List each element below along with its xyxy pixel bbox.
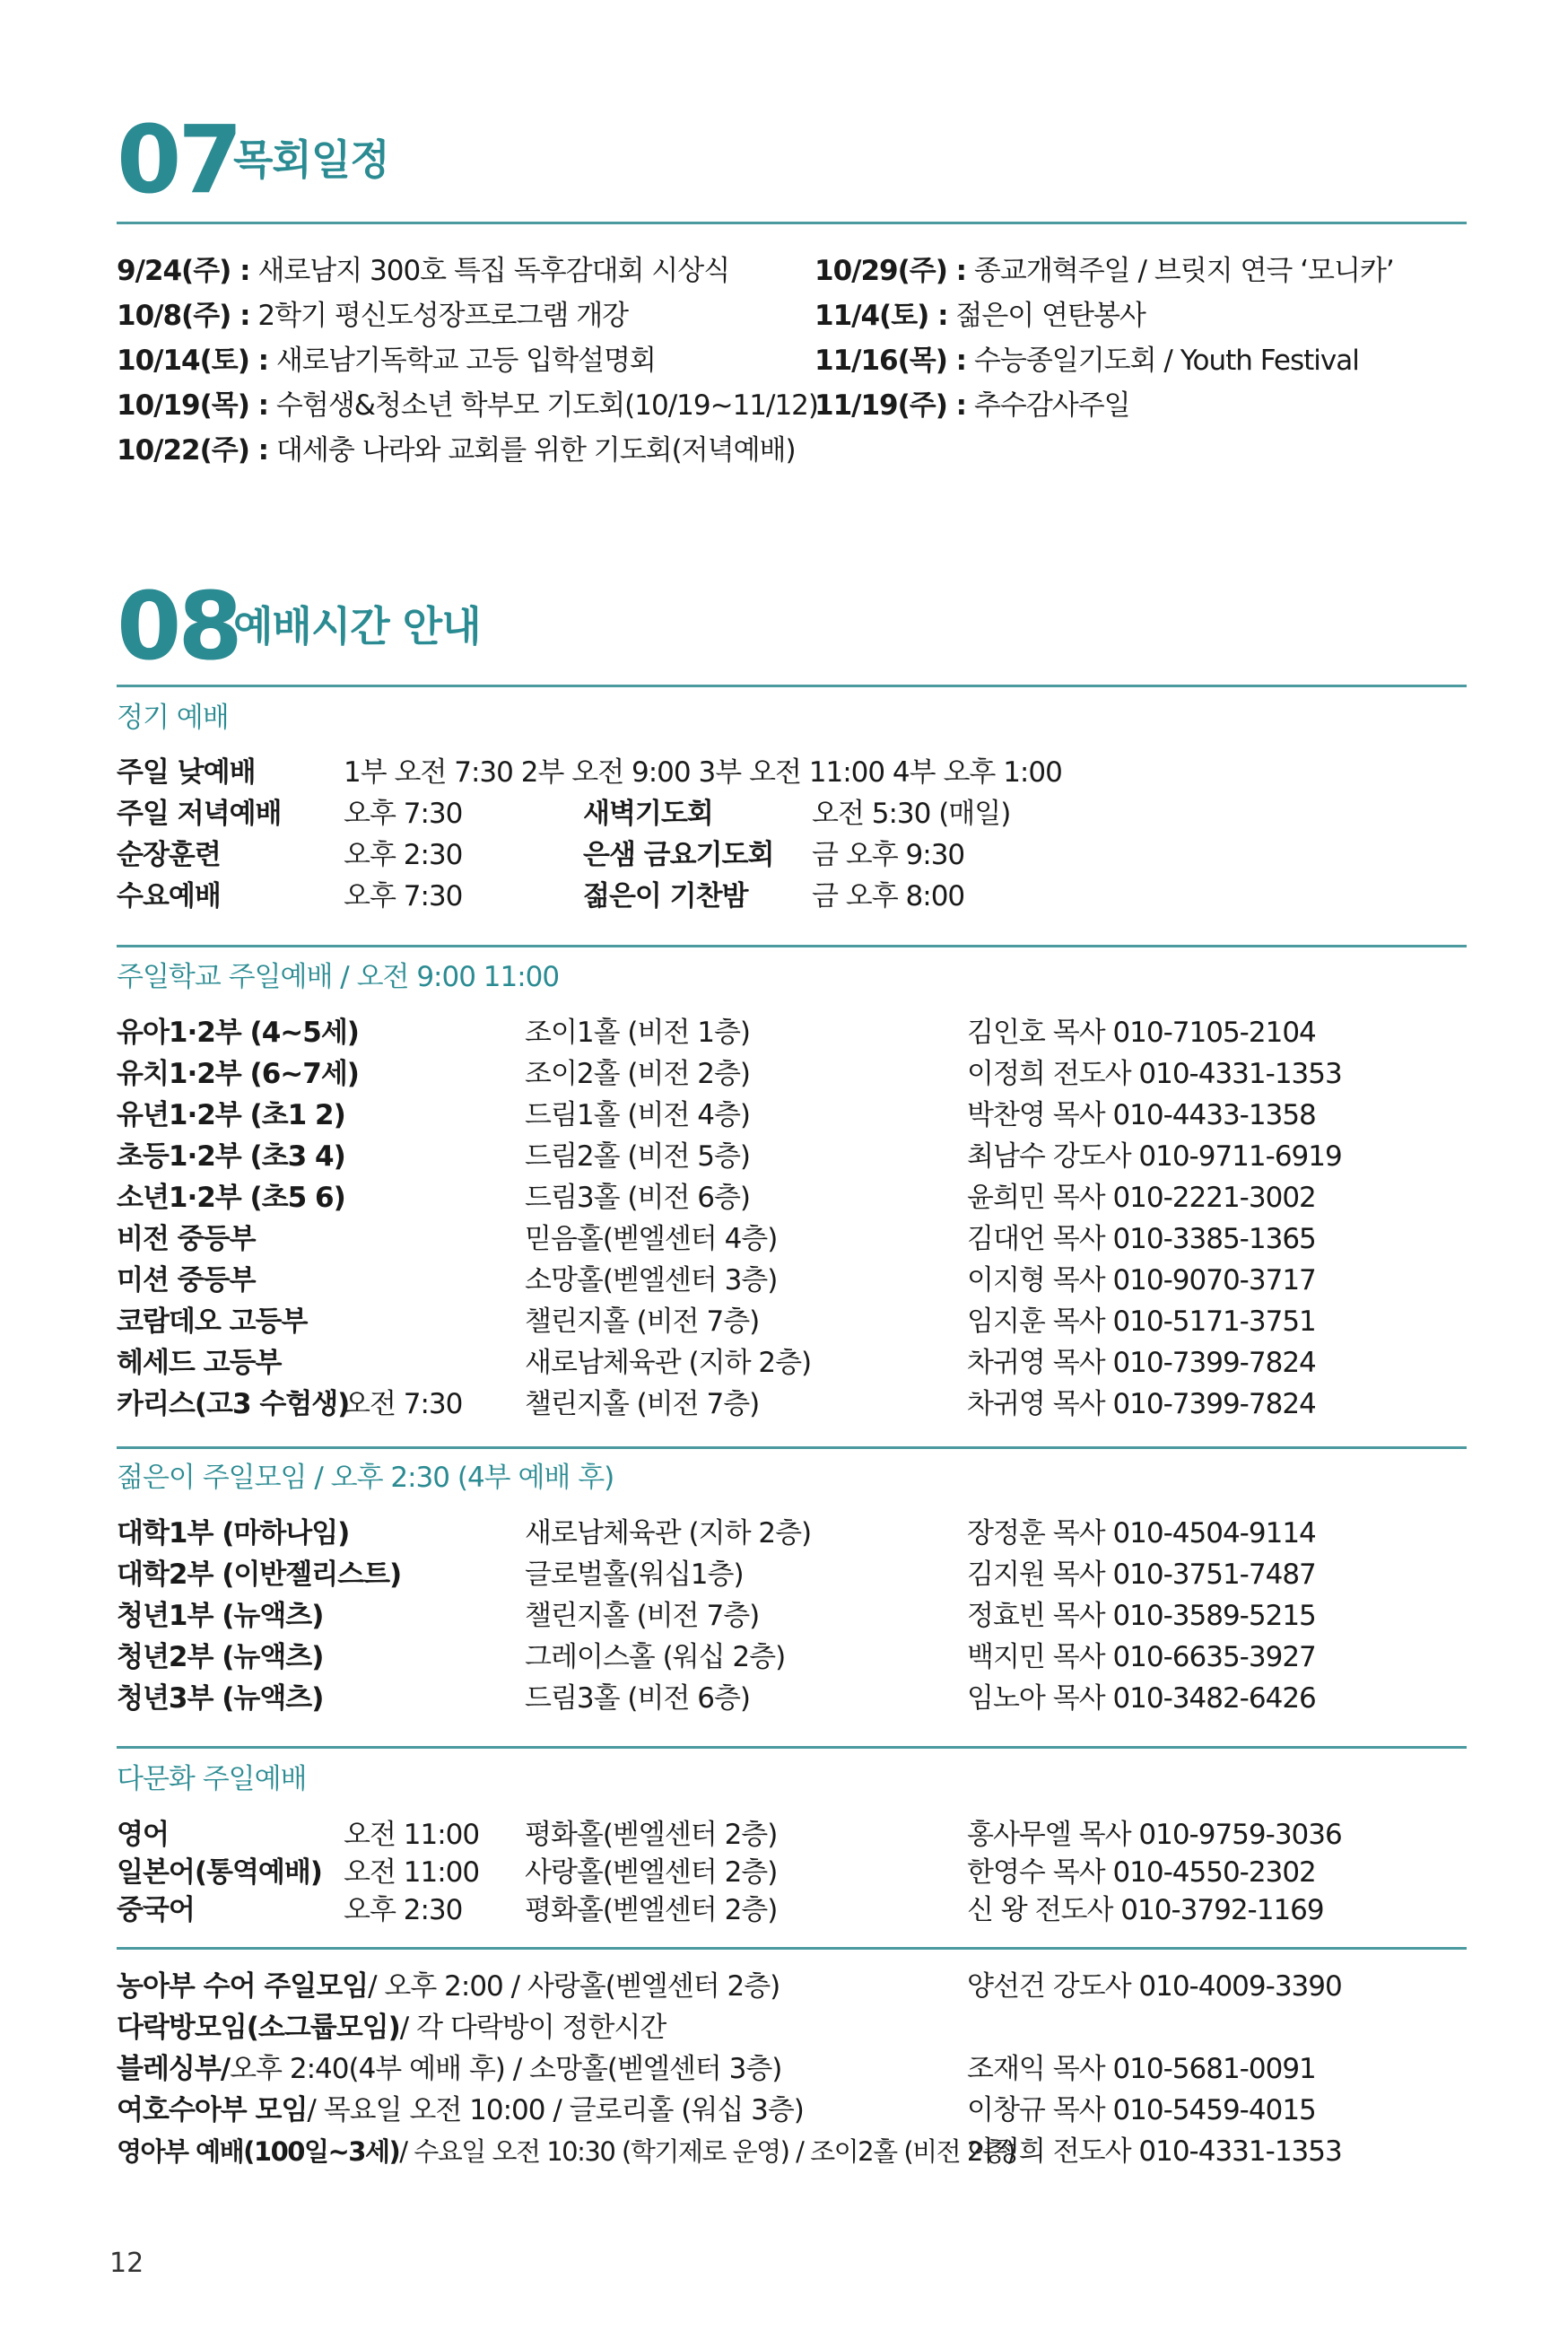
regular-service-row: 수요예배 오후 7:30 젊은이 기찬밤 금 오후 8:00 — [117, 880, 965, 912]
section-divider — [117, 685, 1467, 687]
section-divider — [117, 945, 1467, 947]
list-item: 다락방모임(소그룹모임) / 각 다락방이 정한시간 — [117, 2012, 666, 2044]
table-row: 영어 오전 11:00 평화홀(벧엘센터 2층) 홍사무엘 목사 010-9759-3036 — [117, 1819, 1342, 1851]
list-item: 영아부 예배(100일~3세) / 수요일 오전 10:30 (학기제로 운영) / 조이2홀 (비전 2층) 이정희 전도사 010-4331-1353 — [117, 2135, 1342, 2168]
table-row: 중국어 오후 2:30 평화홀(벧엘센터 2층) 신 왕 전도사 010-3792-1169 — [117, 1894, 1324, 1926]
schedule-item: 10/29(주) : 종교개혁주일 / 브릿지 연극 ‘모니카’ — [814, 255, 1394, 287]
table-row: 유치1·2부 (6~7세) 조이2홀 (비전 2층) 이정희 전도사 010-4331-1353 — [117, 1058, 1342, 1090]
table-row: 코람데오 고등부 챌린지홀 (비전 7층) 임지훈 목사 010-5171-3751 — [117, 1305, 1316, 1338]
table-row: 대학2부 (이반젤리스트) 글로벌홀(워십1층) 김지원 목사 010-3751-7487 — [117, 1558, 1316, 1591]
regular-service-row: 주일 저녁예배 오후 7:30 새벽기도회 오전 5:30 (매일) — [117, 798, 1011, 830]
table-row: 비전 중등부 믿음홀(벧엘센터 4층) 김대언 목사 010-3385-1365 — [117, 1223, 1316, 1255]
schedule-item: 10/8(주) : 2학기 평신도성장프로그램 개강 — [117, 300, 629, 332]
section-divider — [117, 222, 1467, 224]
table-row: 청년1부 (뉴액츠) 챌린지홀 (비전 7층) 정효빈 목사 010-3589-5215 — [117, 1600, 1316, 1632]
table-row: 청년2부 (뉴액츠) 그레이스홀 (워십 2층) 백지민 목사 010-6635-3927 — [117, 1641, 1316, 1673]
youth-heading: 젊은이 주일모임 / 오후 2:30 (4부 예배 후) — [117, 1462, 614, 1494]
page-number: 12 — [109, 2248, 144, 2279]
table-row: 카리스(고3 수험생) 오전 7:30 챌린지홀 (비전 7층) 차귀영 목사 010-7399-7824 — [117, 1388, 1316, 1420]
list-item: 블레싱부/ 오후 2:40(4부 예배 후) / 소망홀(벧엘센터 3층) 조재익 목사 010-5681-0091 — [117, 2053, 1316, 2085]
table-row: 소년1·2부 (초5 6) 드림3홀 (비전 6층) 윤희민 목사 010-2221-3002 — [117, 1182, 1316, 1214]
table-row: 청년3부 (뉴액츠) 드림3홀 (비전 6층) 임노아 목사 010-3482-6426 — [117, 1682, 1316, 1715]
schedule-item: 11/4(토) : 젊은이 연탄봉사 — [814, 300, 1146, 332]
schedule-item: 10/22(주) : 대세충 나라와 교회를 위한 기도회(저녁예배) — [117, 434, 796, 467]
section-title: 예배시간 안내 — [233, 602, 481, 650]
regular-service-row: 주일 낮예배 1부 오전 7:30 2부 오전 9:00 3부 오전 11:00 4부 오후 1:00 — [117, 756, 1062, 789]
table-row: 헤세드 고등부 새로남체육관 (지하 2층) 차귀영 목사 010-7399-7824 — [117, 1347, 1316, 1379]
table-row: 유년1·2부 (초1 2) 드림1홀 (비전 4층) 박찬영 목사 010-4433-1358 — [117, 1099, 1316, 1131]
table-row: 유아1·2부 (4~5세) 조이1홀 (비전 1층) 김인호 목사 010-7105-2104 — [117, 1017, 1316, 1049]
table-row: 일본어(통역예배) 오전 11:00 사랑홀(벧엘센터 2층) 한영수 목사 010-4550-2302 — [117, 1856, 1316, 1889]
schedule-item: 10/19(목) : 수험생&청소년 학부모 기도회(10/19~11/12) — [117, 389, 819, 422]
section-divider — [117, 1446, 1467, 1449]
section-divider — [117, 1746, 1467, 1749]
list-item: 농아부 수어 주일모임 / 오후 2:00 / 사랑홀(벧엘센터 2층) 양선건 강도사 010-4009-3390 — [117, 1970, 1342, 2003]
section-07-header — [117, 106, 1467, 214]
table-row: 미션 중등부 소망홀(벧엘센터 3층) 이지형 목사 010-9070-3717 — [117, 1264, 1316, 1296]
schedule-item: 10/14(토) : 새로남기독학교 고등 입학설명회 — [117, 345, 656, 377]
section-number: 07 — [117, 105, 240, 214]
list-item: 여호수아부 모임 / 목요일 오전 10:00 / 글로리홀 (워십 3층) 이창규 목사 010-5459-4015 — [117, 2094, 1316, 2126]
section-08-header — [117, 572, 1467, 680]
table-row: 대학1부 (마하나임) 새로남체육관 (지하 2층) 장정훈 목사 010-4504-9114 — [117, 1517, 1316, 1550]
multicultural-heading: 다문화 주일예배 — [117, 1763, 307, 1795]
section-divider — [117, 1947, 1467, 1950]
schedule-item: 9/24(주) : 새로남지 300호 특집 독후감대회 시상식 — [117, 255, 730, 287]
regular-service-heading: 정기 예배 — [117, 702, 229, 734]
table-row: 초등1·2부 (초3 4) 드림2홀 (비전 5층) 최남수 강도사 010-9711-6919 — [117, 1140, 1342, 1173]
schedule-item: 11/16(목) : 수능종일기도회 / Youth Festival — [814, 345, 1359, 377]
regular-service-row: 순장훈련 오후 2:30 은샘 금요기도회 금 오후 9:30 — [117, 839, 965, 871]
sunday-school-heading: 주일학교 주일예배 / 오전 9:00 11:00 — [117, 961, 560, 993]
section-title: 목회일정 — [233, 135, 389, 184]
section-number: 08 — [117, 572, 240, 681]
schedule-item: 11/19(주) : 추수감사주일 — [814, 389, 1130, 422]
